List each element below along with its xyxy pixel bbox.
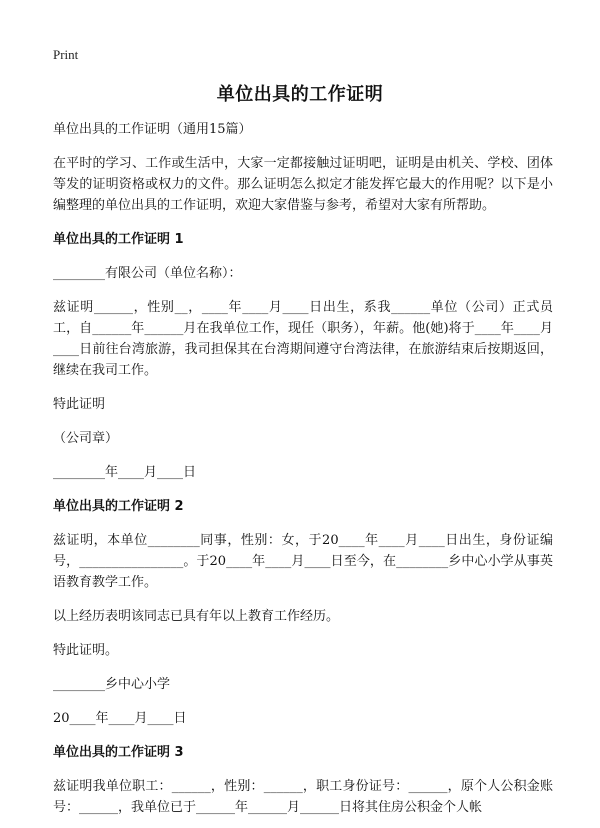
section-2-experience: 以上经历表明该同志已具有年以上教育工作经历。 xyxy=(53,609,340,624)
section-1-date: ________年____月____日 xyxy=(53,465,197,480)
section-2-body: 兹证明，本单位________同事，性别：女，于20____年____月____日出生，身份证编号，________________。于20____年____月____日至今，在________乡中心小学从事英语教育教学工作。 xyxy=(53,533,553,590)
intro-paragraph: 在平时的学习、工作或生活中，大家一定都接触过证明吧，证明是由机关、学校、团体等发的证明资格或权力的文件。那么证明怎么拟定才能发挥它最大的作用呢？以下是小编整理的单位出具的工作证明，欢迎大家借鉴与参考，希望对大家有所帮助。 xyxy=(53,156,553,213)
section-1-seal: （公司章） xyxy=(53,431,119,446)
section-1-addressee: ________有限公司（单位名称）： xyxy=(53,266,242,281)
print-link[interactable]: Print xyxy=(53,47,79,62)
section-3-body: 兹证明我单位职工：______，性别：______，职工身份证号：______，原个人公积金账号：______，我单位已于______年______月______日将其住房公积金个人帐 xyxy=(53,779,553,815)
document-body xyxy=(53,119,553,828)
section-1-heading: 单位出具的工作证明 1 xyxy=(53,232,184,247)
section-1-closing: 特此证明 xyxy=(53,397,106,412)
section-2-closing: 特此证明。 xyxy=(53,643,119,658)
section-2-date: 20____年____月____日 xyxy=(53,711,187,726)
document-subtitle: 单位出具的工作证明（通用15篇） xyxy=(53,122,252,137)
document-title: 单位出具的工作证明 xyxy=(216,84,384,105)
section-2-issuer: ________乡中心小学 xyxy=(53,677,171,692)
section-3-heading: 单位出具的工作证明 3 xyxy=(53,745,184,760)
section-2-heading: 单位出具的工作证明 2 xyxy=(53,499,184,514)
section-1-body: 兹证明______，性别__，____年____月____日出生，系我______单位（公司）正式员工，自______年______月在我单位工作，现任（职务），年薪。他(她)将于____年____月____日前往台湾旅游，我司担保其在台湾期间遵守台湾法律，在旅游结束后按期返回，继续在我司工作。 xyxy=(53,300,553,378)
